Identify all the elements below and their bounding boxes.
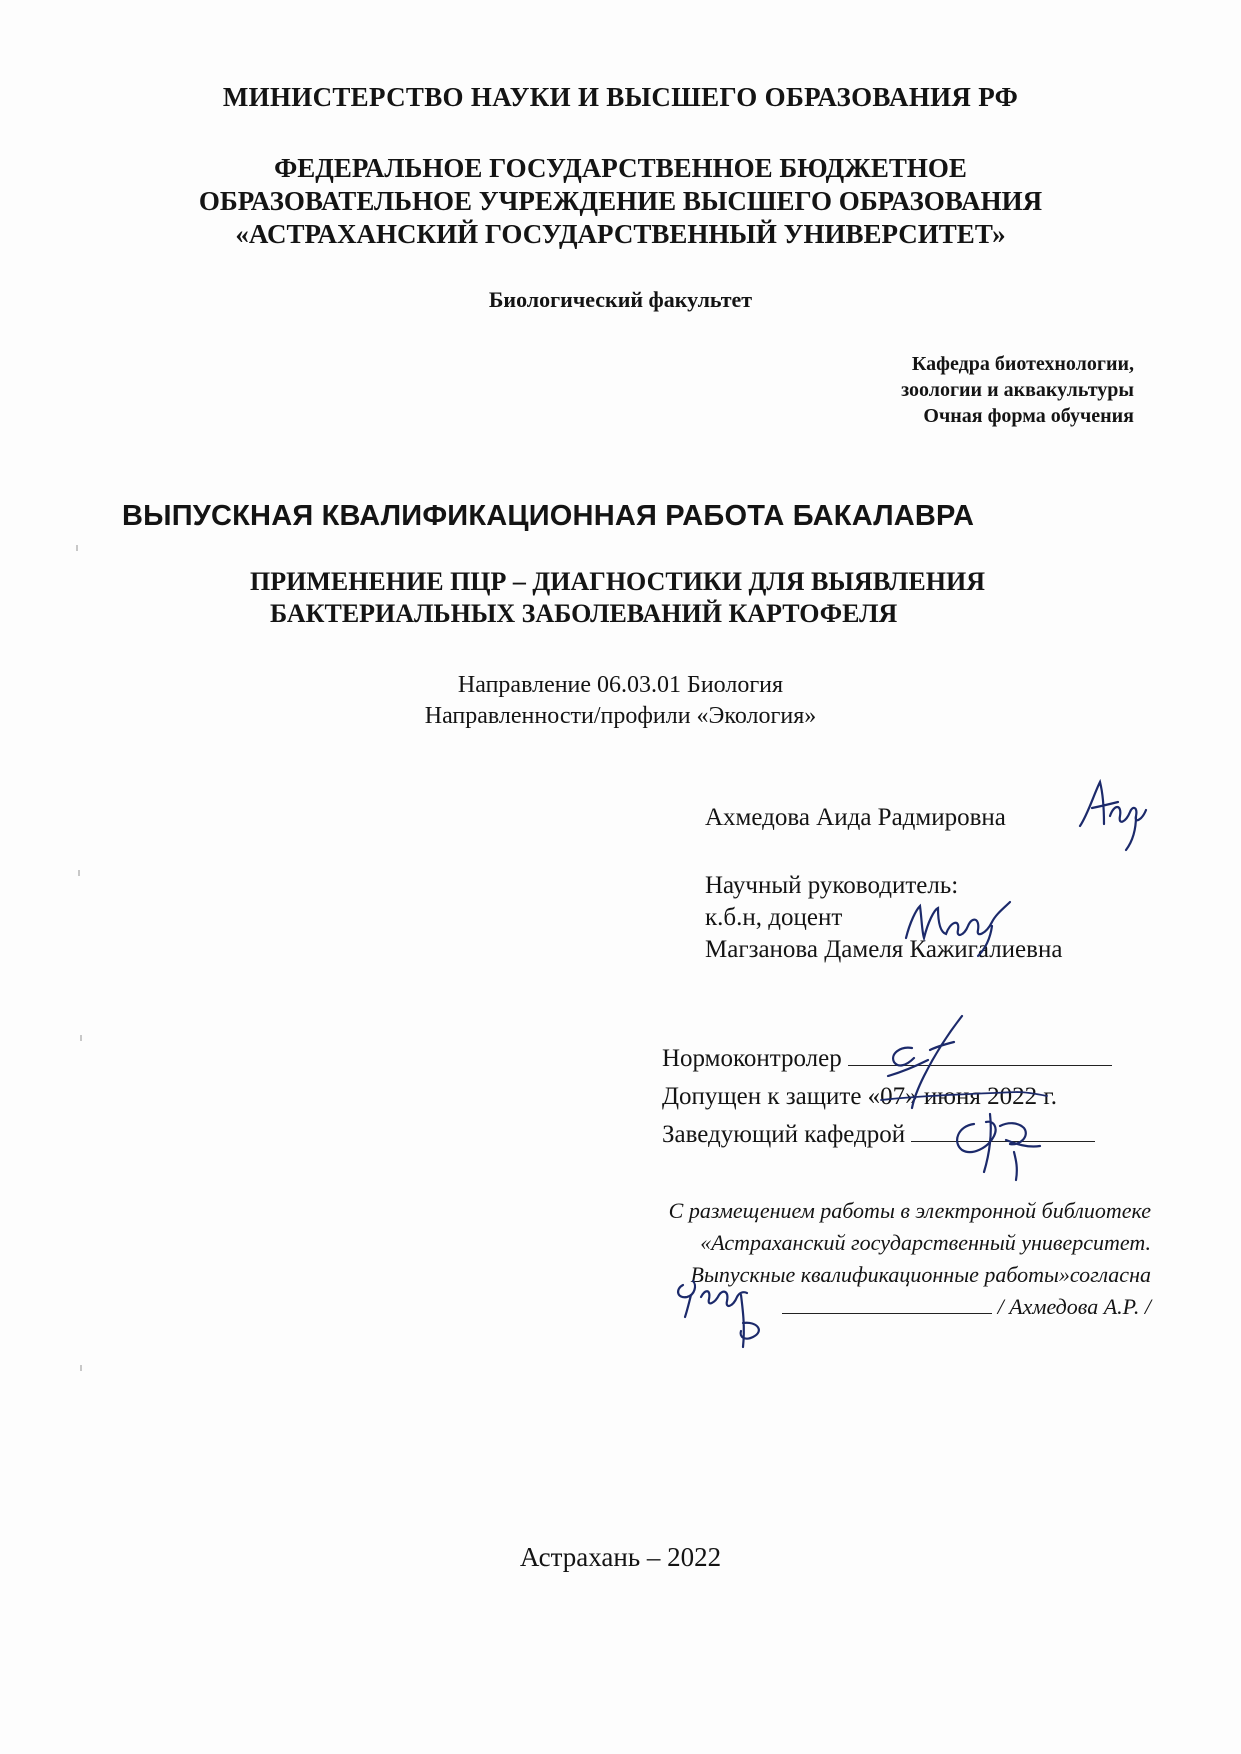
supervisor-label: Научный руководитель: (705, 872, 959, 899)
institution-line: ФЕДЕРАЛЬНОЕ ГОСУДАРСТВЕННОЕ БЮДЖЕТНОЕ (274, 153, 967, 183)
supervisor-degree: к.б.н, доцент (705, 904, 843, 931)
head-label: Заведующий кафедрой (662, 1121, 906, 1148)
scan-speck (80, 1035, 82, 1041)
library-consent (669, 1195, 1151, 1323)
profile-line: Направленности/профили «Экология» (424, 703, 817, 729)
topic-line: БАКТЕРИАЛЬНЫХ ЗАБОЛЕВАНИЙ КАРТОФЕЛЯ (270, 599, 898, 628)
normocontrol-label: Нормоконтролер (662, 1045, 842, 1072)
study-form: Очная форма обучения (923, 405, 1134, 427)
consent-line: Выпускные квалификационные работы»согласна (690, 1262, 1151, 1287)
normocontrol-signature-line (848, 1043, 1112, 1066)
author-signature (1070, 774, 1160, 854)
scan-speck (76, 545, 78, 551)
consent-signer: / Ахмедова А.Р. / (997, 1294, 1151, 1319)
topic-line: ПРИМЕНЕНИЕ ПЦР – ДИАГНОСТИКИ ДЛЯ ВЫЯВЛЕНИЯ (250, 567, 985, 596)
admitted-label: Допущен к защите «07» июня 2022 г. (662, 1083, 1058, 1110)
work-type-heading: ВЫПУСКНАЯ КВАЛИФИКАЦИОННАЯ РАБОТА БАКАЛАВРА (122, 500, 975, 532)
author-block (705, 802, 1006, 834)
department-line: зоологии и аквакультуры (901, 379, 1134, 401)
institution-line: ОБРАЗОВАТЕЛЬНОЕ УЧРЕЖДЕНИЕ ВЫСШЕГО ОБРАЗОВАНИЯ (198, 186, 1043, 216)
supervisor-name: Магзанова Дамеля Кажигалиевна (705, 936, 1063, 963)
supervisor-block (705, 870, 1062, 966)
city-year: Астрахань – 2022 (519, 1542, 722, 1572)
institution-name (0, 152, 1241, 251)
faculty-name: Биологический факультет (488, 287, 753, 312)
institution-line: «АСТРАХАНСКИЙ ГОСУДАРСТВЕННЫЙ УНИВЕРСИТЕТ» (235, 219, 1006, 249)
normocontrol-row (662, 1040, 1112, 1078)
thesis-topic (250, 566, 985, 630)
approval-block (662, 1040, 1112, 1154)
scan-speck (80, 1365, 82, 1371)
consent-line: С размещением работы в электронной библиотеке (668, 1198, 1151, 1223)
head-row (662, 1116, 1112, 1154)
direction-line: Направление 06.03.01 Биология (457, 672, 784, 698)
admitted-row (662, 1078, 1112, 1116)
scan-speck (78, 870, 80, 876)
department-block (901, 351, 1134, 429)
consent-signature-row (669, 1291, 1151, 1323)
study-direction (0, 670, 1241, 732)
department-line: Кафедра биотехнологии, (911, 353, 1134, 375)
ministry-heading: МИНИСТЕРСТВО НАУКИ И ВЫСШЕГО ОБРАЗОВАНИЯ РФ (222, 82, 1019, 112)
author-name: Ахмедова Аида Радмировна (705, 804, 1006, 831)
consent-line: «Астраханский государственный университет. (700, 1230, 1151, 1255)
head-signature-line (911, 1119, 1095, 1142)
consent-signature-line (782, 1293, 992, 1314)
